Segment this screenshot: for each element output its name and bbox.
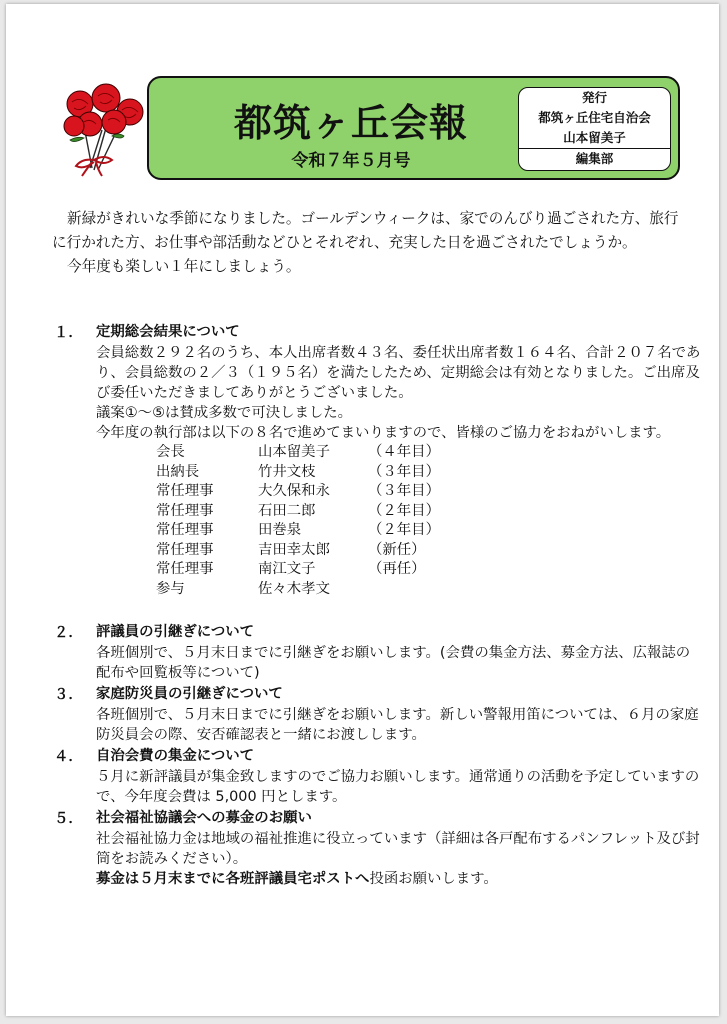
section-paragraph: 議案①～⑤は賛成多数で可決しました。 bbox=[96, 405, 353, 421]
officer-note: （３年目） bbox=[368, 463, 440, 480]
officer-note: （新任） bbox=[368, 541, 426, 558]
officer-role: 参与 bbox=[156, 580, 185, 597]
intro-paragraph: 新緑がきれいな季節になりました。ゴールデンウィークは、家でのんびり過ごされた方、旅行に行かれた方、お仕事や部活動などひとそれぞれ、充実した日を過ごされたでしょうか。 bbox=[52, 210, 679, 251]
officer-row bbox=[156, 541, 440, 561]
officer-name: 南江文子 bbox=[258, 561, 316, 577]
section-paragraph: ５月に新評議員が集金致しますのでご協力お願いします。通常通りの活動を予定していますので、今年度会費は 5,000 円とします。 bbox=[96, 769, 700, 805]
newsletter-title: 都筑ヶ丘会報 bbox=[233, 101, 468, 145]
section-number: ２． bbox=[54, 625, 83, 641]
officer-row bbox=[156, 443, 440, 463]
section-title: 評議員の引継ぎについて bbox=[96, 624, 255, 640]
officer-role: 会長 bbox=[156, 444, 185, 460]
officer-note: （再任） bbox=[368, 561, 426, 577]
section-paragraph: 各班個別で、５月末日までに引継ぎをお願いします。新しい警報用笛については、６月の家庭防災員会の際、安否確認表と一緒にお渡しします。 bbox=[96, 707, 699, 743]
carnation-bouquet-icon bbox=[54, 82, 150, 182]
sections bbox=[54, 321, 704, 889]
section-2 bbox=[54, 621, 704, 683]
section-body bbox=[96, 829, 704, 889]
officer-name: 石田二郎 bbox=[258, 502, 316, 519]
officer-name: 山本留美子 bbox=[258, 444, 330, 460]
section-title: 自治会費の集金について bbox=[96, 748, 255, 764]
section-paragraph: 各班個別で、５月末日までに引継ぎをお願いします。(会費の集金方法、募金方法、広報誌の配布や回覧板等について) bbox=[96, 645, 691, 681]
officer-role: 常任理事 bbox=[156, 483, 214, 499]
officer-row bbox=[156, 580, 440, 600]
officer-note: （３年目） bbox=[368, 483, 440, 499]
newsletter-page bbox=[6, 4, 719, 1016]
officer-row bbox=[156, 560, 440, 580]
section-body bbox=[96, 343, 704, 599]
officer-name: 竹井文枝 bbox=[258, 463, 316, 480]
section-3 bbox=[54, 683, 704, 745]
officer-name: 吉田幸太郎 bbox=[258, 541, 330, 558]
publisher-org: 都筑ヶ丘住宅自治会 bbox=[538, 110, 651, 125]
officer-row bbox=[156, 482, 440, 502]
section-paragraph bbox=[96, 869, 704, 889]
donation-request-text: 投函お願いします。 bbox=[369, 871, 498, 887]
intro-text bbox=[52, 207, 692, 279]
publisher-label: 発行 bbox=[581, 90, 607, 105]
section-number: ５． bbox=[54, 811, 83, 827]
intro-paragraph: 今年度も楽しい１年にしましょう。 bbox=[67, 258, 301, 275]
section-body bbox=[96, 643, 704, 683]
section-4 bbox=[54, 745, 704, 807]
publisher-box bbox=[518, 87, 671, 171]
publisher-editor: 編集部 bbox=[519, 148, 670, 169]
section-number: ４． bbox=[54, 749, 83, 765]
officers-table bbox=[156, 443, 440, 599]
issue-label: 令和７年５月号 bbox=[291, 151, 411, 171]
officer-note: （４年目） bbox=[368, 444, 440, 460]
officer-name: 田巻泉 bbox=[258, 522, 302, 538]
section-paragraph: 今年度の執行部は以下の８名で進めてまいりますので、皆様のご協力をおねがいします。 bbox=[96, 425, 671, 441]
officer-row bbox=[156, 463, 440, 483]
officer-row bbox=[156, 521, 440, 541]
officer-row bbox=[156, 502, 440, 522]
section-body bbox=[96, 705, 704, 745]
section-1 bbox=[54, 321, 704, 599]
section-paragraph: 社会福祉協力金は地域の福祉推進に役立っています（詳細は各戸配布するパンフレット及び封筒をお読みください）。 bbox=[96, 831, 700, 867]
officer-role: 出納長 bbox=[156, 463, 200, 480]
section-5 bbox=[54, 807, 704, 889]
officer-role: 常任理事 bbox=[156, 541, 214, 558]
section-body bbox=[96, 767, 704, 807]
section-title: 定期総会結果について bbox=[96, 324, 240, 340]
donation-deadline-text: 募金は５月末までに各班評議員宅ポストへ bbox=[96, 871, 370, 887]
officer-role: 常任理事 bbox=[156, 522, 214, 538]
officer-note: （２年目） bbox=[368, 502, 440, 519]
officer-note: （２年目） bbox=[368, 522, 440, 538]
section-number: ３． bbox=[54, 687, 83, 703]
officer-role: 常任理事 bbox=[156, 561, 214, 577]
officer-note bbox=[368, 580, 440, 600]
officer-role: 常任理事 bbox=[156, 502, 214, 519]
officer-name: 大久保和永 bbox=[258, 483, 330, 499]
section-title: 家庭防災員の引継ぎについて bbox=[96, 686, 283, 702]
header-banner bbox=[147, 76, 680, 180]
section-number: １． bbox=[54, 325, 83, 341]
publisher-person: 山本留美子 bbox=[563, 130, 626, 145]
section-paragraph: 会員総数２９２名のうち、本人出席者数４３名、委任状出席者数１６４名、合計２０７名であり、会員総数の２／３（１９５名）を満たしたため、定期総会は有効となりました。ご出席及び委任いただきましてありがとうございました。 bbox=[96, 345, 701, 401]
officer-name: 佐々木孝文 bbox=[258, 580, 330, 597]
section-title: 社会福祉協議会への募金のお願い bbox=[96, 810, 312, 826]
